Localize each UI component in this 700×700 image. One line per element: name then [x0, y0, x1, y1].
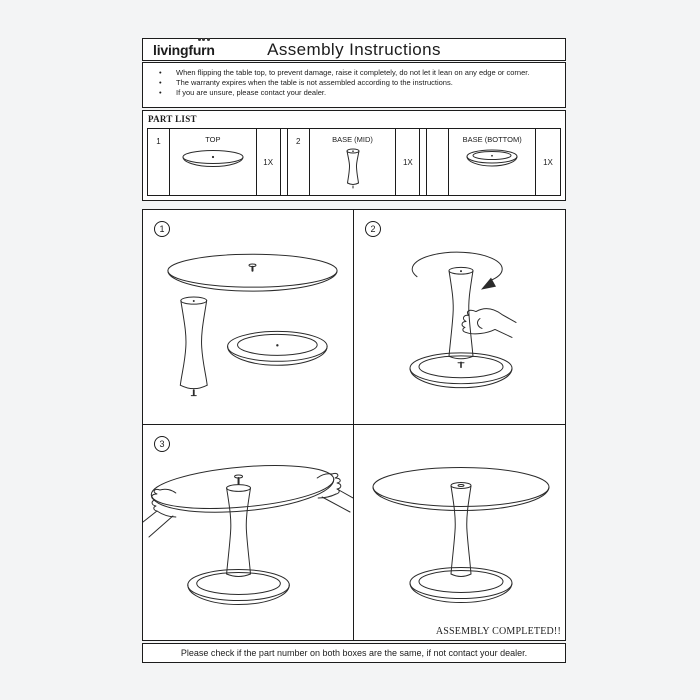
header-bar: [142, 38, 566, 61]
part-number: 2: [288, 129, 310, 195]
step2-illustration: [354, 210, 565, 424]
part-qty: 1X: [396, 129, 420, 195]
footer-note: [142, 643, 566, 663]
logo-dots-icon: [198, 38, 210, 41]
part-separator: [281, 129, 288, 195]
step3-illustration: [143, 425, 353, 640]
footer-text: Please check if the part number on both boxes are the same, if not contact your dealer.: [180, 648, 528, 658]
part-number: [427, 129, 449, 195]
note-line: [157, 78, 557, 88]
hand-icon: [143, 489, 176, 537]
note-text: If you are unsure, please contact your dealer.: [176, 88, 327, 97]
note-text: When flipping the table top, to prevent damage, raise it completely, do not let it lean on any edge or corner.: [176, 68, 530, 77]
part-list-section: [142, 110, 566, 201]
hand-icon: [317, 473, 353, 512]
note-text: The warranty expires when the table is not assembled according to the instructions.: [176, 78, 453, 87]
part-separator: [420, 129, 427, 195]
part-name: BASE (MID): [332, 135, 373, 144]
brand-logo-text: livingfurn: [153, 42, 215, 58]
note-line: [157, 88, 557, 98]
part-qty: 1X: [543, 157, 553, 167]
table-top-part-icon: [178, 147, 248, 169]
step1-panel: [143, 210, 354, 425]
instruction-steps-grid: [142, 209, 566, 641]
step2-panel: [354, 210, 565, 425]
step3-panel: [143, 425, 354, 640]
part-list-table: [147, 128, 561, 196]
part-cell-base-mid: [310, 129, 397, 195]
bullet-icon: •: [159, 88, 162, 97]
part-list-title: PART LIST: [148, 114, 197, 124]
step1-badge: 1: [154, 221, 170, 237]
final-panel: [354, 425, 565, 640]
assembly-completed-text: ASSEMBLY COMPLETED!!: [435, 626, 561, 637]
page-title: Assembly Instructions: [267, 39, 441, 59]
rotate-arrow-icon: [412, 252, 502, 281]
part-name: TOP: [205, 135, 221, 144]
step2-badge: 2: [365, 221, 381, 237]
warning-notes: [142, 62, 566, 108]
brand-logo: [153, 42, 215, 58]
base-mid-part-icon: [340, 147, 366, 189]
part-number: 1: [148, 129, 170, 195]
base-bottom-part-icon: [463, 147, 521, 169]
step3-badge: 3: [154, 436, 170, 452]
part-cell-top: [170, 129, 257, 195]
part-qty: 1X: [257, 129, 281, 195]
final-illustration: [354, 425, 565, 640]
bullet-icon: •: [159, 78, 162, 87]
bullet-icon: •: [159, 68, 162, 77]
part-cell-base-bottom: [449, 129, 536, 195]
part-name: BASE (BOTTOM): [462, 135, 522, 144]
note-line: [157, 68, 557, 78]
step1-illustration: [143, 210, 353, 424]
